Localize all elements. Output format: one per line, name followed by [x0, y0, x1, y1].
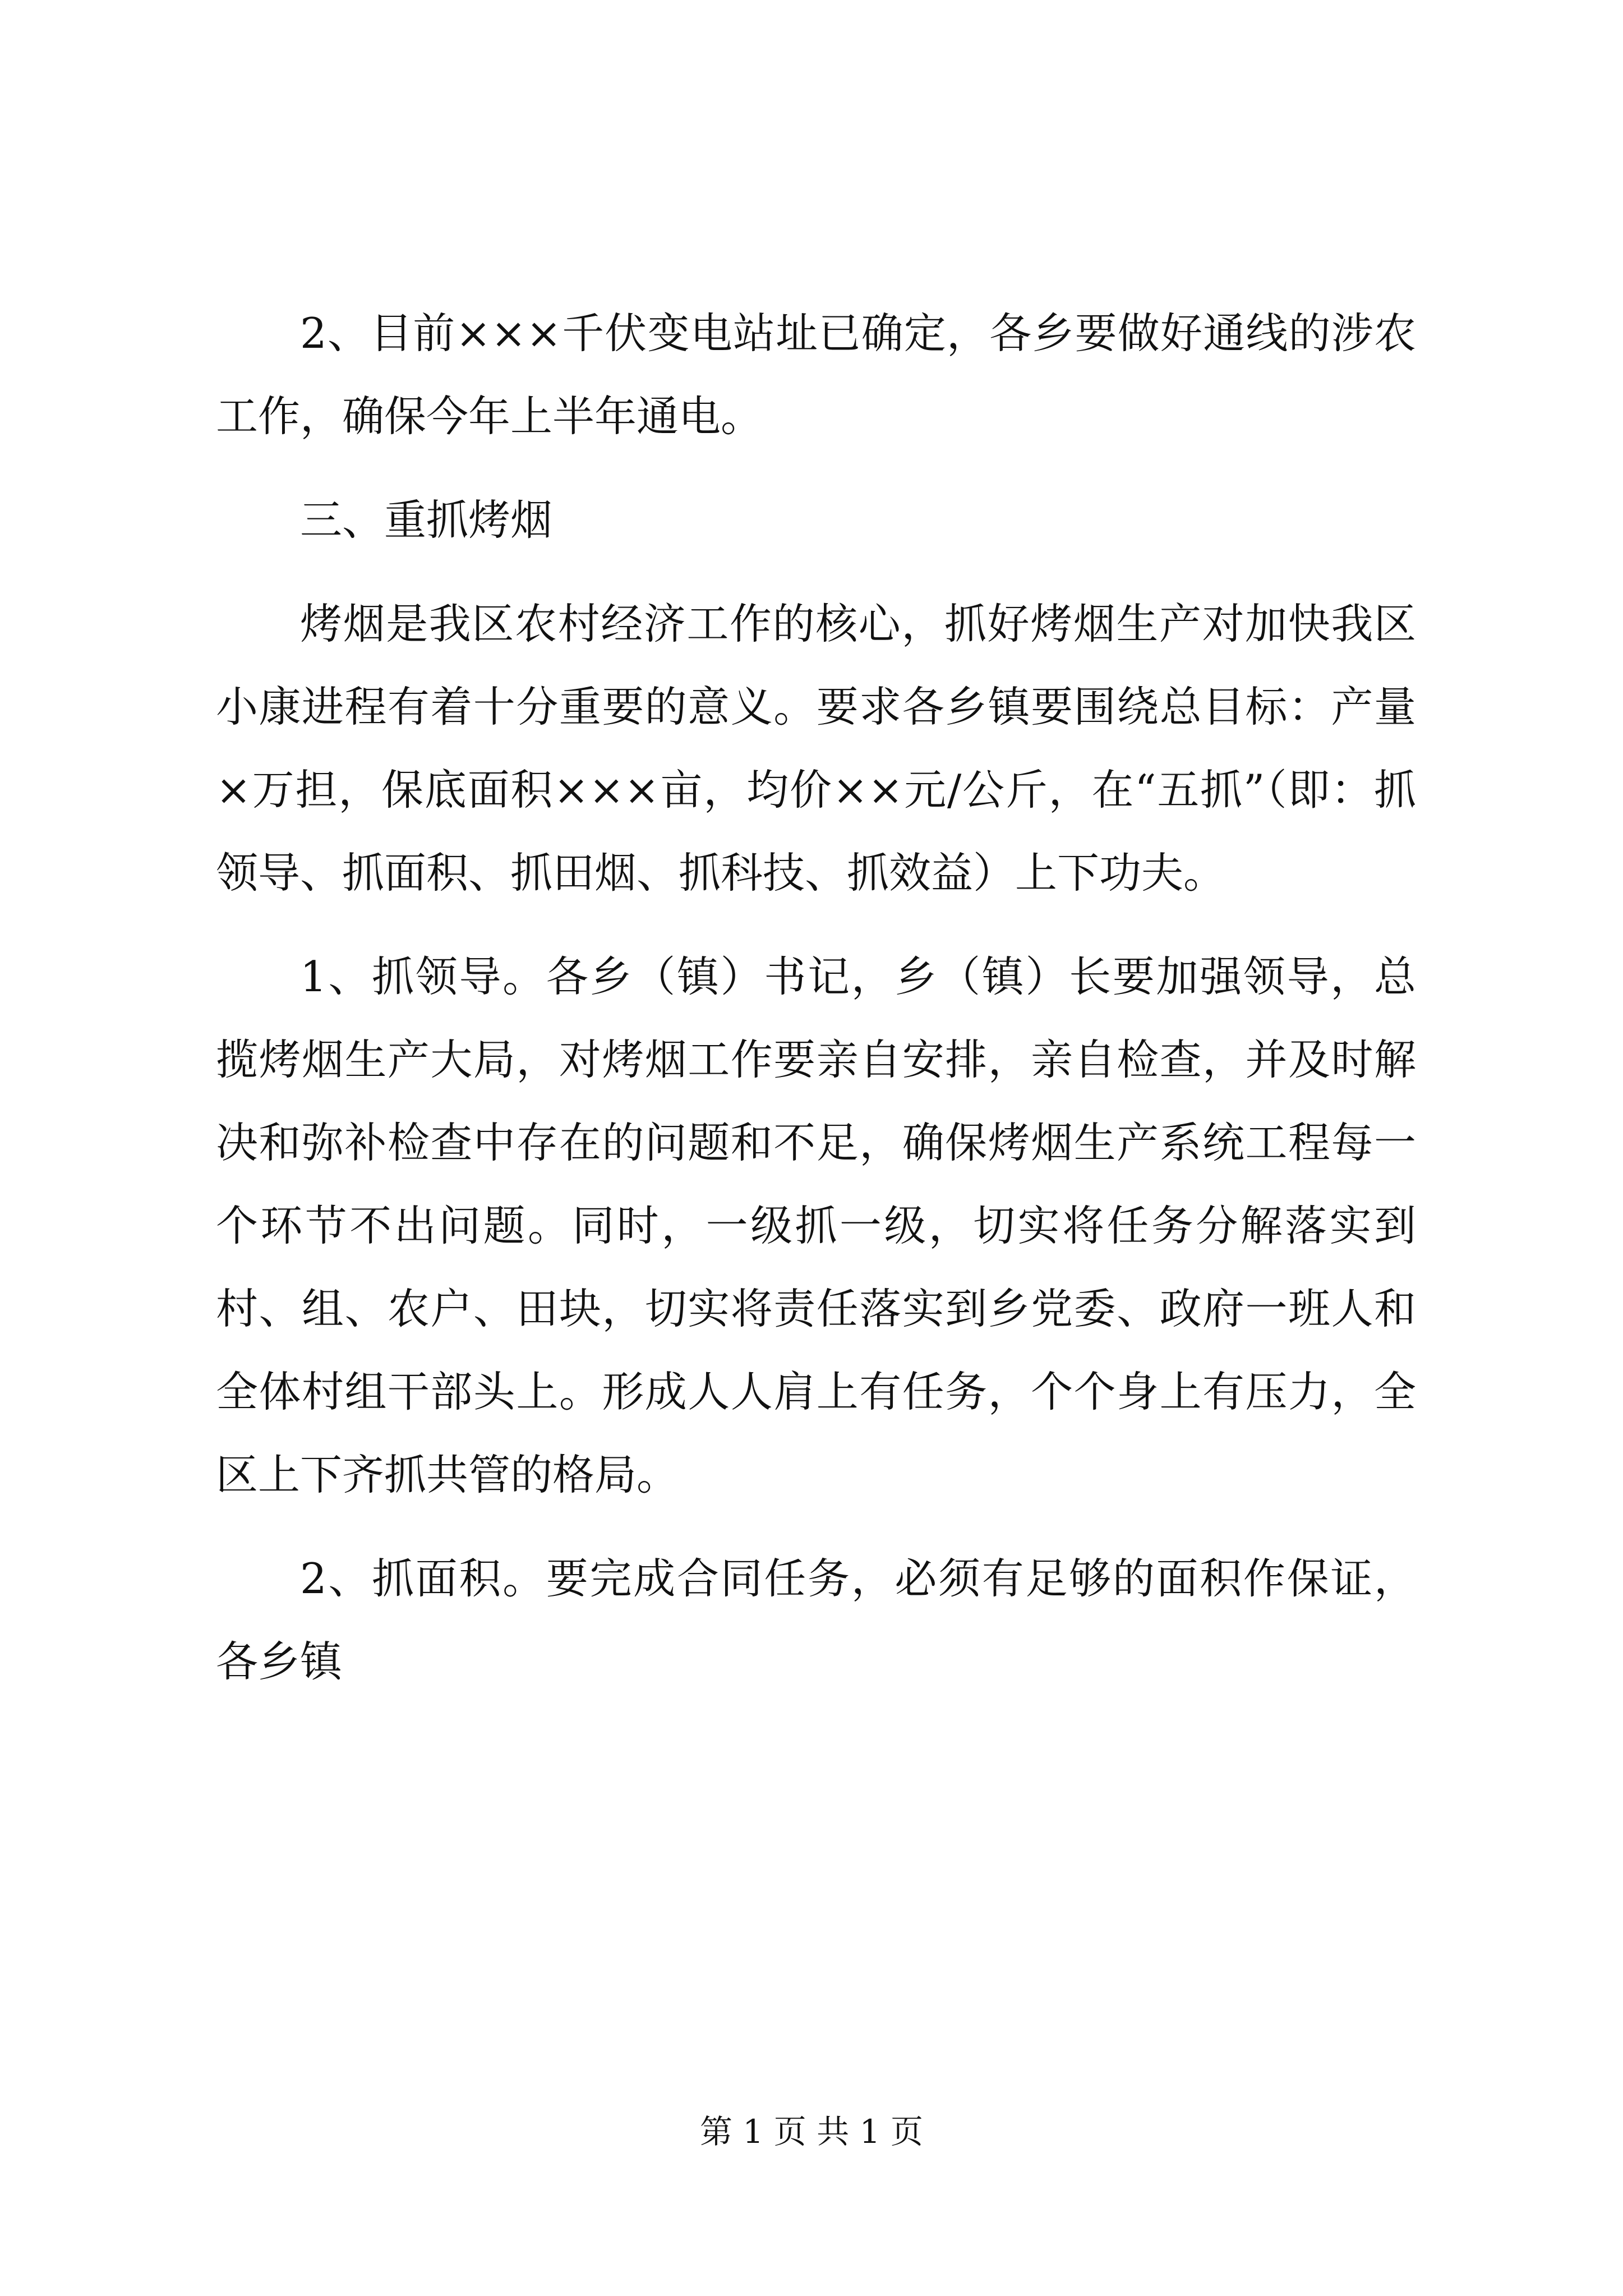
paragraph-substation: 2、目前×××千伏变电站址已确定，各乡要做好通线的涉农工作，确保今年上半年通电。 — [216, 309, 1416, 441]
document-body — [216, 292, 1416, 1724]
paragraph-area: 2、抓面积。要完成合同任务，必须有足够的面积作保证，各乡镇 — [216, 1554, 1416, 1686]
paragraph-tobacco-intro: 烤烟是我区农村经济工作的核心，抓好烤烟生产对加快我区小康进程有着十分重要的意义。要求各乡镇要围绕总目标：产量×万担，保底面积×××亩，均价××元/公斤，在“五抓”（即：抓领导、抓面积、抓田烟、抓科技、抓效益）上下功夫。 — [216, 599, 1416, 898]
section-heading-tobacco: 三、重抓烤烟 — [300, 495, 553, 545]
page-footer: 第 1 页 共 1 页 — [700, 2113, 923, 2151]
paragraph-leadership: 1、抓领导。各乡（镇）书记，乡（镇）长要加强领导，总揽烤烟生产大局，对烤烟工作要亲自安排，亲自检查，并及时解决和弥补检查中存在的问题和不足，确保烤烟生产系统工程每一个环节不出问题。同时，一级抓一级，切实将任务分解落实到村、组、农户、田块，切实将责任落实到乡党委、政府一班人和全体村组干部头上。形成人人肩上有任务，个个身上有压力，全区上下齐抓共管的格局。 — [216, 952, 1416, 1499]
